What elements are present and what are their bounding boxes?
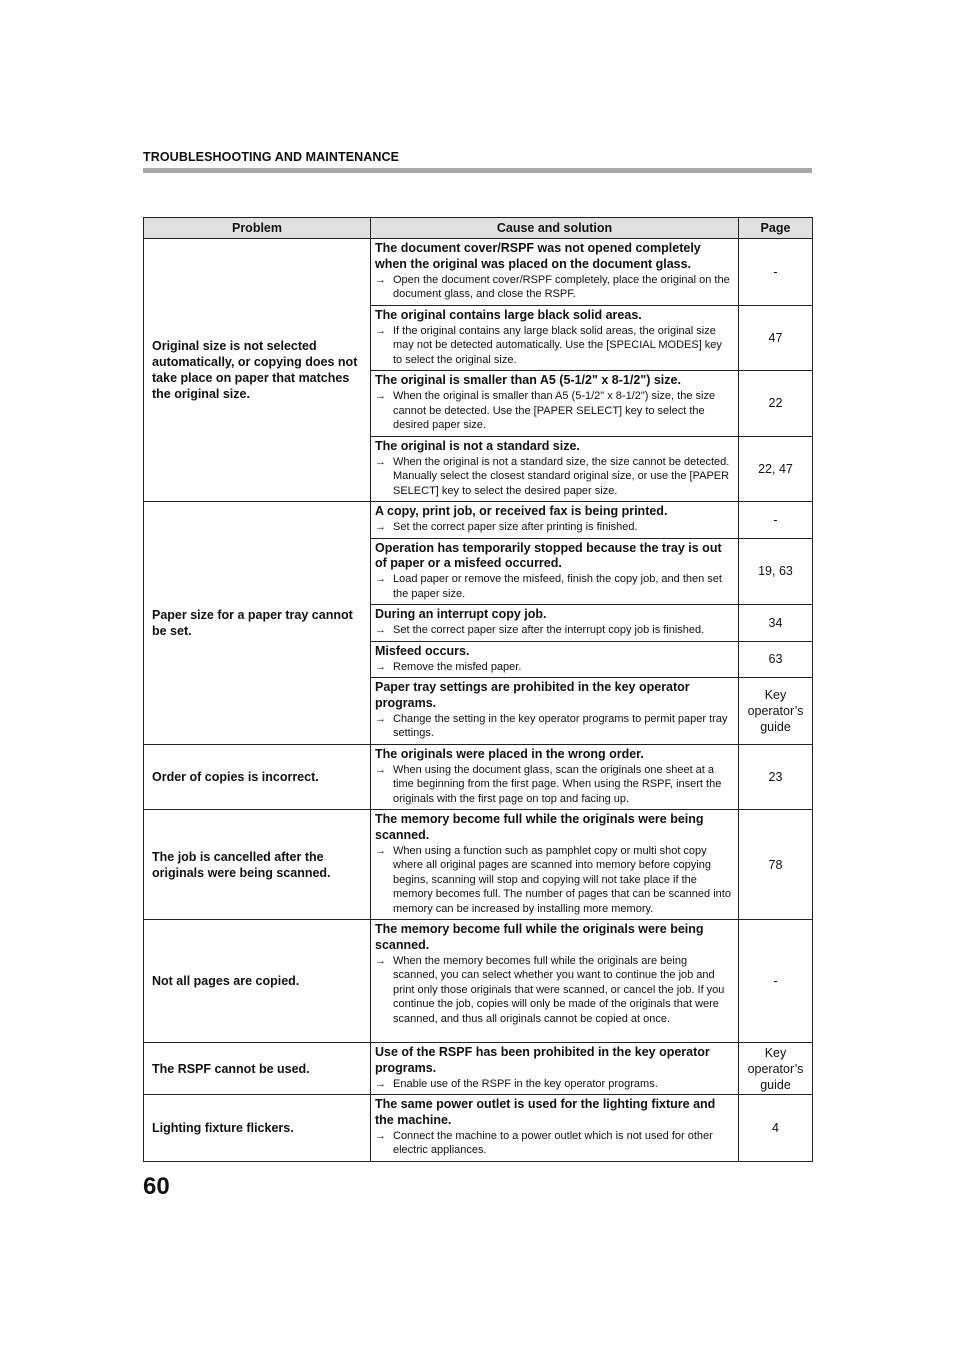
page-ref-cell: 19, 63 [739, 538, 813, 605]
solution [375, 660, 732, 675]
solution-text: When the original is smaller than A5 (5-1/2" x 8-1/2") size, the size cannot be detected. Use the [PAPER SELECT] key to select the desired paper size. [393, 390, 716, 431]
page-ref-cell: - [739, 502, 813, 539]
cause-title: The original is smaller than A5 (5-1/2" x 8-1/2") size. [375, 373, 681, 387]
column-header-cause: Cause and solution [371, 218, 739, 239]
solution-text: When using the document glass, scan the originals one sheet at a time beginning from the first page. When using the RSPF, insert the originals with the first page on top and facing up. [393, 763, 722, 805]
page-number: 60 [143, 1173, 170, 1200]
solution [375, 712, 732, 741]
solution [375, 623, 732, 638]
arrow-right-icon: → [375, 624, 386, 636]
arrow-right-icon: → [375, 390, 386, 402]
column-header-page: Page [739, 218, 813, 239]
arrow-right-icon: → [375, 573, 386, 585]
page-ref-cell: - [739, 920, 813, 1043]
page-ref-cell: 34 [739, 605, 813, 642]
header-rule [143, 168, 812, 173]
page-ref-cell: Key operator’s guide [739, 1043, 813, 1095]
table-row [144, 810, 813, 920]
cause-cell [371, 502, 739, 539]
arrow-right-icon: → [375, 273, 386, 286]
problem-cell: Original size is not selected automatically, or copying does not take place on paper that matches the original size. [144, 239, 371, 502]
table-row [144, 1043, 813, 1095]
cause-title: The originals were placed in the wrong order. [375, 746, 644, 761]
cause-title: The original contains large black solid areas. [375, 307, 642, 322]
page-ref-cell: 4 [739, 1095, 813, 1162]
cause-cell [371, 744, 739, 810]
problem-cell: Paper size for a paper tray cannot be set. [144, 502, 371, 745]
cause-cell [371, 605, 739, 642]
solution [375, 1077, 732, 1092]
cause-cell [371, 538, 739, 605]
cause-title: Misfeed occurs. [375, 643, 470, 658]
solution [375, 1129, 732, 1158]
column-header-problem: Problem [144, 218, 371, 239]
arrow-right-icon: → [375, 324, 386, 337]
arrow-right-icon: → [375, 954, 386, 967]
arrow-right-icon: → [375, 1129, 386, 1142]
solution [375, 763, 732, 807]
arrow-right-icon: → [375, 455, 386, 468]
table-row [144, 502, 813, 539]
cause-cell [371, 920, 739, 1043]
solution-text: Change the setting in the key operator programs to permit paper tray settings. [393, 712, 728, 739]
page-ref-cell: 23 [739, 744, 813, 810]
solution-text: When the memory becomes full while the originals are being scanned, you can select whether you want to continue the job and print only those originals that were scanned, or cancel the job. If you continue the job, copies will only be made of the originals that were scanned, and thus all originals cannot be copied at once. [393, 954, 725, 1025]
problem-cell: Order of copies is incorrect. [144, 744, 371, 810]
cause-title: Paper tray settings are prohibited in the key operator programs. [375, 680, 690, 710]
cause-cell [371, 239, 739, 306]
cause-title: The memory become full while the originals were being scanned. [375, 812, 704, 842]
solution [375, 954, 732, 1027]
troubleshooting-table [143, 217, 813, 1162]
solution [375, 273, 732, 302]
arrow-right-icon: → [375, 660, 386, 673]
problem-cell: Lighting fixture flickers. [144, 1095, 371, 1162]
solution-text: When the original is not a standard size, the size cannot be detected. Manually select the closest standard original size, or use the [PAPER SELECT] key to select the desired paper size. [393, 455, 730, 497]
solution [375, 455, 732, 499]
cause-cell [371, 1095, 739, 1162]
page-ref-cell: 22 [739, 371, 813, 437]
table-row [144, 1095, 813, 1162]
page-ref-cell: - [739, 239, 813, 306]
solution-text: Load paper or remove the misfeed, finish the copy job, and then set the paper size. [393, 573, 722, 600]
solution-text: Remove the misfed paper. [393, 660, 522, 673]
page-ref-cell: 22, 47 [739, 436, 813, 502]
cause-title: The original is not a standard size. [375, 438, 580, 453]
table-row [144, 920, 813, 1043]
problem-cell: Not all pages are copied. [144, 920, 371, 1043]
cause-cell [371, 305, 739, 371]
arrow-right-icon: → [375, 521, 386, 533]
cause-title: The memory become full while the originals were being scanned. [375, 922, 704, 952]
problem-cell: The RSPF cannot be used. [144, 1043, 371, 1095]
cause-cell [371, 371, 739, 437]
arrow-right-icon: → [375, 763, 386, 776]
cause-title: Operation has temporarily stopped because the tray is out of paper or a misfeed occurred. [375, 540, 722, 570]
solution [375, 520, 732, 535]
arrow-right-icon: → [375, 1077, 386, 1090]
solution-text: Connect the machine to a power outlet which is not used for other electric appliances. [393, 1129, 713, 1156]
solution-text: When using a function such as pamphlet copy or multi shot copy where all original pages are scanned into memory before copying begins, scanning will stop and copying will not take place if the memory becomes full. The number of pages that can be scanned into memory can be increased by installing more memory. [393, 844, 731, 915]
solution [375, 844, 732, 917]
cause-cell [371, 436, 739, 502]
solution [375, 389, 732, 433]
arrow-right-icon: → [375, 712, 386, 725]
solution-text: Enable use of the RSPF in the key operator programs. [393, 1077, 658, 1090]
solution [375, 324, 732, 368]
arrow-right-icon: → [375, 844, 386, 857]
cause-title: The document cover/RSPF was not opened completely when the original was placed on the document glass. [375, 241, 701, 271]
solution-text: Set the correct paper size after the interrupt copy job is finished. [393, 624, 705, 636]
cause-cell [371, 678, 739, 745]
cause-cell [371, 641, 739, 678]
page-ref-cell: 47 [739, 305, 813, 371]
cause-title: The same power outlet is used for the lighting fixture and the machine. [375, 1097, 716, 1127]
cause-title: During an interrupt copy job. [375, 607, 547, 621]
page-ref-cell: 78 [739, 810, 813, 920]
cause-title: A copy, print job, or received fax is being printed. [375, 504, 668, 518]
table-header-row [144, 218, 813, 239]
cause-title: Use of the RSPF has been prohibited in the key operator programs. [375, 1045, 710, 1075]
solution-text: If the original contains any large black solid areas, the original size may not be detected automatically. Use the [SPECIAL MODES] key to select the original size. [393, 324, 722, 366]
table-row [144, 239, 813, 306]
solution-text: Open the document cover/RSPF completely, place the original on the document glass, and close the RSPF. [393, 273, 730, 300]
page-ref-cell: Key operator’s guide [739, 678, 813, 745]
cause-cell [371, 810, 739, 920]
solution [375, 572, 732, 601]
page-ref-cell: 63 [739, 641, 813, 678]
cause-cell [371, 1043, 739, 1095]
problem-cell: The job is cancelled after the originals were being scanned. [144, 810, 371, 920]
table-row [144, 744, 813, 810]
solution-text: Set the correct paper size after printing is finished. [393, 521, 638, 533]
section-header: TROUBLESHOOTING AND MAINTENANCE [143, 150, 400, 164]
